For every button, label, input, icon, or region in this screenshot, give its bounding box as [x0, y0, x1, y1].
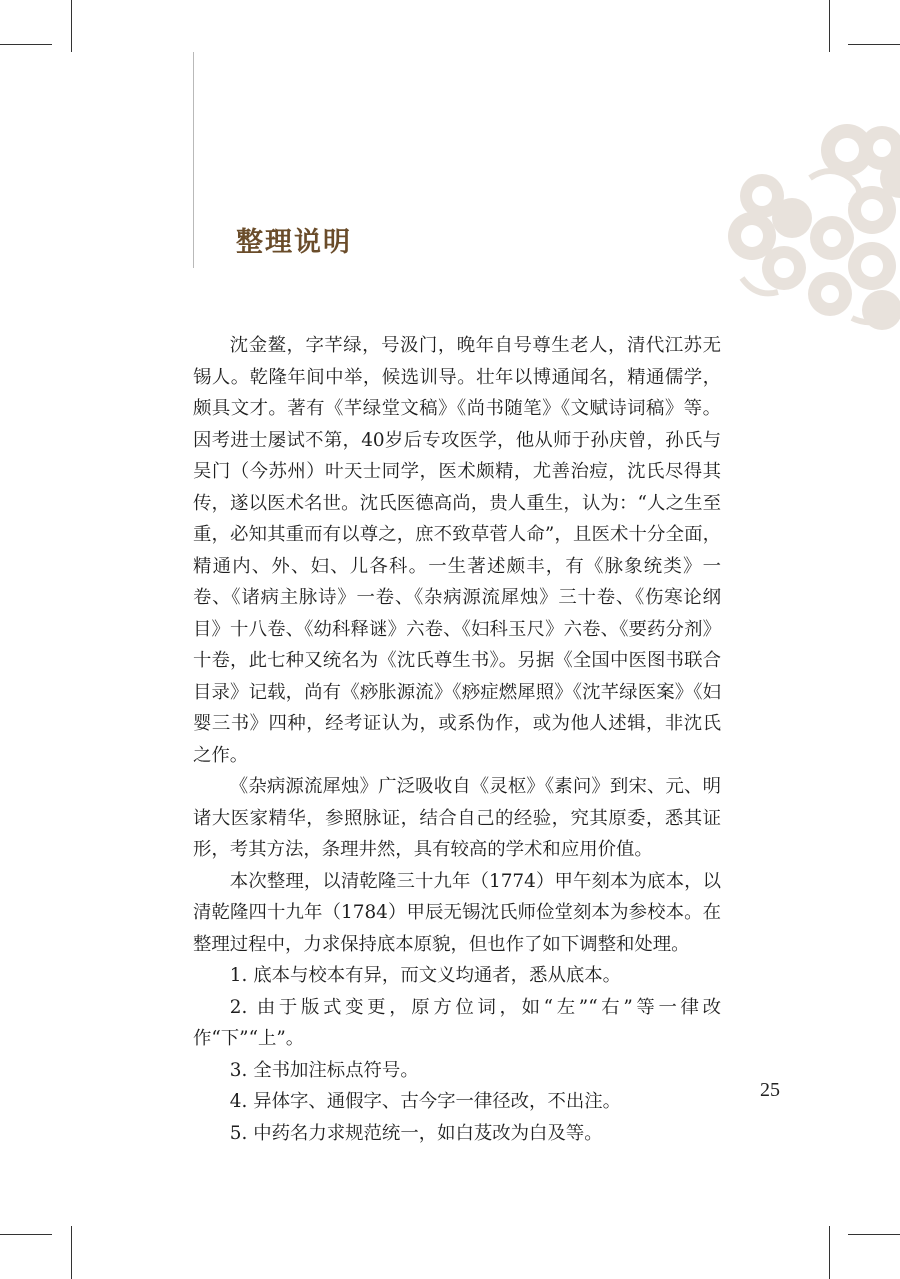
list-item: 1. 底本与校本有异，而文义均通者，悉从底本。 — [229, 965, 622, 986]
list-item: 5. 中药名力求规范统一，如白芨改为白及等。 — [229, 1122, 603, 1144]
list-item: 2. 由于版式变更，原方位词，如“左”“右”等一律改作“下”“上”。 — [193, 996, 721, 1049]
page-title: 整理说明 — [236, 227, 352, 258]
paragraph: 沈金鳌，字芊绿，号汲门，晚年自号尊生老人，清代江苏无锡人。乾隆年间中举，候选训导。壮年以博通闻名，精通儒学，颇具文才。著有《芊绿堂文稿》《尚书随笔》《文赋诗词稿》等。因考进士屡试不第，40岁后专攻医学，他从师于孙庆曾，孙氏与吴门（今苏州）叶天士同学，医术颇精，尤善治痘，沈氏尽得其传，遂以医术名世。沈氏医德高尚，贵人重生，认为：“人之生至重，必知其重而有以尊之，庶不致草菅人命”，且医术十分全面，精通内、外、妇、儿各科。一生著述颇丰，有《脉象统类》一卷、《诸病主脉诗》一卷、《杂病源流犀烛》三十卷、《伤寒论纲目》十八卷、《幼科释谜》六卷、《妇科玉尺》六卷、《要药分剂》十卷，此七种又统名为《沈氏尊生书》。另据《全国中医图书联合目录》记载，尚有《痧胀源流》《痧症燃犀照》《沈芊绿医案》《妇婴三书》四种，经考证认为，或系伪作，或为他人述辑，非沈氏之作。 — [193, 335, 721, 766]
list-item: 3. 全书加注标点符号。 — [229, 1059, 419, 1081]
page-number: 25 — [760, 1079, 780, 1101]
title-divider-line — [193, 52, 194, 268]
body-text — [193, 330, 721, 1149]
paragraph: 《杂病源流犀烛》广泛吸收自《灵枢》《素问》到宋、元、明诸大医家精华，参照脉证，结合自己的经验，究其原委，悉其证形，考其方法，条理井然，具有较高的学术和应用价值。 — [193, 776, 721, 860]
paragraph: 本次整理，以清乾隆三十九年（1774）甲午刻本为底本，以清乾隆四十九年（1784）甲辰无锡沈氏师俭堂刻本为参校本。在整理过程中，力求保持底本原貌，但也作了如下调整和处理。 — [193, 870, 721, 955]
list-item: 4. 异体字、通假字、古今字一律径改，不出注。 — [229, 1091, 622, 1112]
cloud-ornament-icon — [722, 118, 900, 330]
